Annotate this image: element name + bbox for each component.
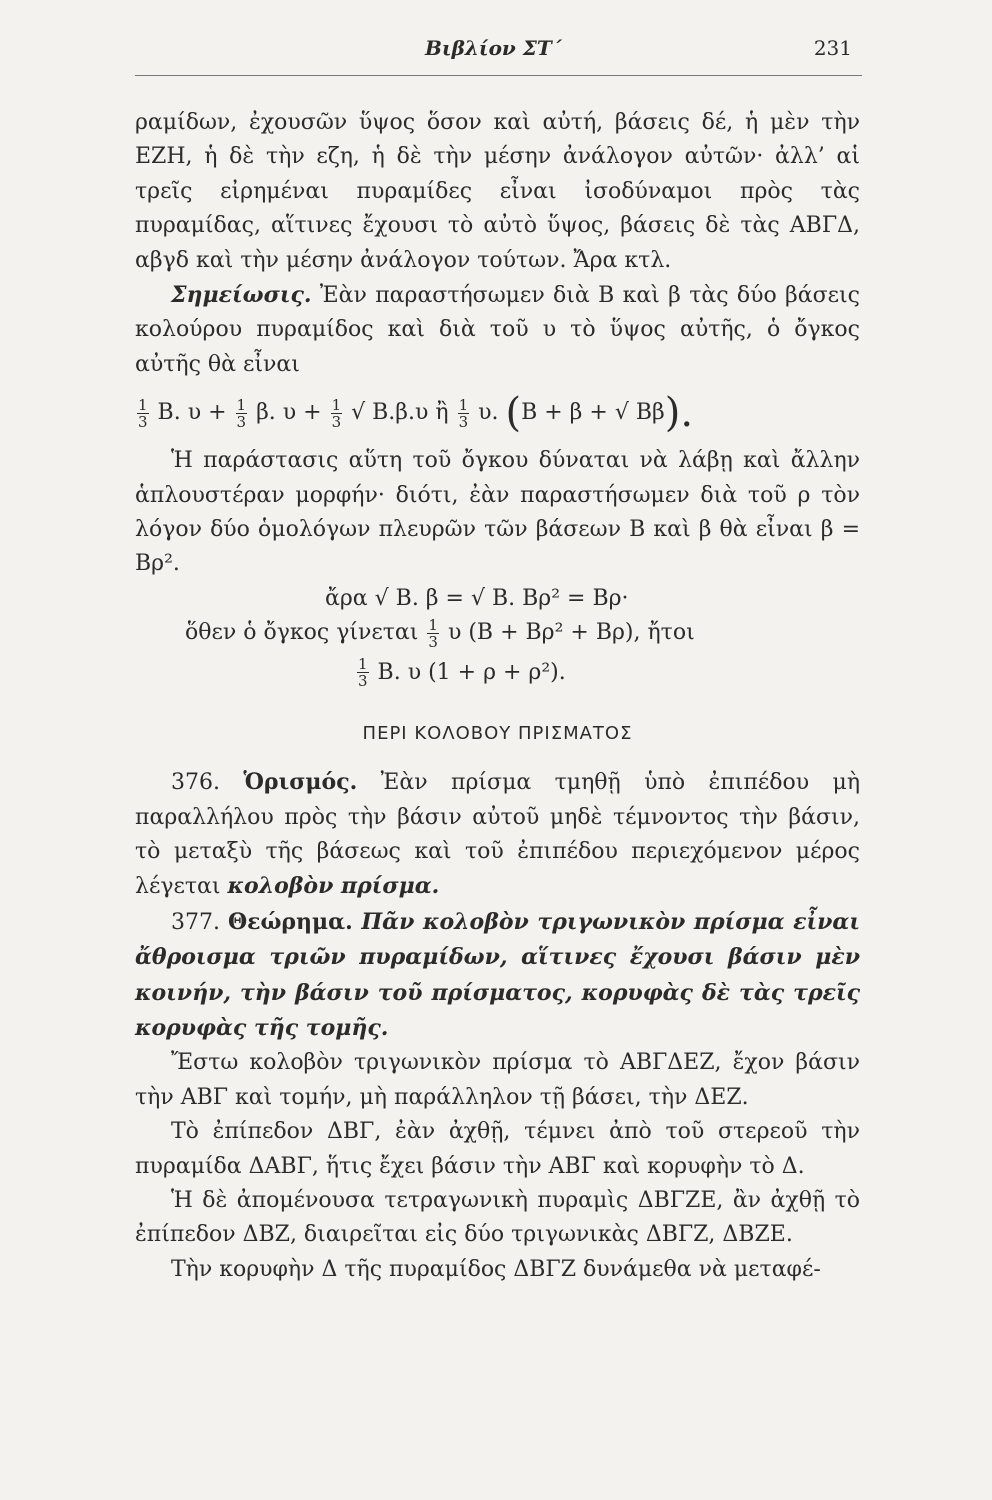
formula-volume-final: $\frac{1}{3}$ Β. υ (1 + ρ + ρ²). <box>358 655 566 691</box>
formula-term: υ. <box>478 400 499 426</box>
fraction-one-third: $\frac{1}{3}$ <box>236 395 247 431</box>
fraction-one-third: $\frac{1}{3}$ <box>138 395 148 431</box>
formula-term: Β. υ + <box>157 400 227 426</box>
paren-close: ). <box>664 390 694 437</box>
formula-sqrt: ἄρα √ Β. β = √ Β. Βρ² = Βρ· <box>325 585 629 611</box>
note-text: Ἐὰν παραστήσωμεν διὰ Β καὶ β τὰς δύο βάσεις κολούρου πυραμίδος καὶ διὰ τοῦ υ τὸ ὕψος αὐτῆς, ὁ ὄγκος αὐτῆς θὰ εἶναι <box>135 283 860 377</box>
fraction-one-third: $\frac{1}{3}$ <box>458 395 469 431</box>
section-title: ΠΕΡΙ ΚΟΛΟΒΟΥ ΠΡΙΣΜΑΤΟΣ <box>362 722 633 744</box>
formula-term: β. υ + <box>256 400 322 426</box>
paragraph-simplification: Ἡ παράστασις αὕτη τοῦ ὄγκου δύναται νὰ λάβῃ καὶ ἄλλην ἁπλουστέραν μορφήν· διότι, ἐὰν παραστήσωμεν διὰ τοῦ ρ τὸν λόγον δύο ὁμολόγων πλευρῶν τῶν βάσεων Β καὶ β θὰ εἶναι β = Βρ². <box>135 448 860 577</box>
page-number: 231 <box>813 36 852 60</box>
paragraph-proof-1: Ἔστω κολοβὸν τριγωνικὸν πρίσμα τὸ ΑΒΓΔΕΖ, ἔχον βάσιν τὴν ΑΒΓ καὶ τομήν, μὴ παράλληλον τῇ βάσει, τὴν ΔΕΖ. <box>135 1050 860 1110</box>
formula-volume-rho: ὅθεν ὁ ὄγκος γίνεται $\frac{1}{3}$ υ (Β + Βρ² + Βρ), ἤτοι <box>185 615 695 651</box>
theorem-label: Θεώρημα. <box>227 908 353 935</box>
paragraph-continuation: ραμίδων, ἐχουσῶν ὕψος ὅσον καὶ αὐτή, βάσεις δέ, ἡ μὲν τὴν ΕΖΗ, ἡ δὲ τὴν εζη, ἡ δὲ τὴν μέσην ἀνάλογον αὐτῶν· ἀλλ’ αἱ τρεῖς εἰρημέναι πυραμίδες εἶναι ἰσοδύναμοι πρὸς τὰς πυραμίδας, αἵτινες ἔχουσι τὸ αὐτὸ ὕψος, βάσεις δὲ τὰς ΑΒΓΔ, αβγδ καὶ τὴν μέσην ἀνάλογον τούτων. Ἄρα κτλ. <box>135 110 860 273</box>
formula-term: √ Β.β.υ ἢ <box>351 400 449 426</box>
defined-term: κολοβὸν πρίσμα. <box>227 873 440 900</box>
note-paragraph <box>135 278 860 382</box>
fraction-one-third: $\frac{1}{3}$ <box>428 615 438 651</box>
theorem-377 <box>135 905 860 1047</box>
item-number: 377. <box>171 909 220 935</box>
running-header <box>135 30 862 76</box>
volume-formula <box>135 382 860 444</box>
paren-open: ( <box>505 390 522 437</box>
paragraph-proof-2: Τὸ ἐπίπεδον ΔΒΓ, ἐὰν ἀχθῇ, τέμνει ἀπὸ τοῦ στερεοῦ τὴν πυραμίδα ΔΑΒΓ, ἥτις ἔχει βάσιν τὴν ΑΒΓ καὶ κορυφὴν τὸ Δ. <box>135 1119 860 1179</box>
theorem-statement: Πᾶν κολοβὸν τριγωνικὸν πρίσμα εἶναι ἄθροισμα τριῶν πυραμίδων, αἵτινες ἔχουσι βάσιν μὲν κοινήν, τὴν βάσιν τοῦ πρίσματος, κορυφὰς δὲ τὰς τρεῖς κορυφὰς τῆς τομῆς. <box>135 908 860 1041</box>
note-label: Σημείωσις. <box>171 282 312 309</box>
item-number: 376. <box>171 770 220 796</box>
definition-label: Ὁρισμός. <box>243 769 358 796</box>
header-title: Βιβλίον ΣΤ΄ <box>425 36 562 60</box>
fraction-one-third: $\frac{1}{3}$ <box>358 655 368 691</box>
paragraph-proof-4: Τὴν κορυφὴν Δ τῆς πυραμίδος ΔΒΓΖ δυνάμεθα νὰ μεταφέ- <box>171 1256 821 1282</box>
paragraph-proof-3: Ἡ δὲ ἀπομένουσα τετραγωνικὴ πυραμὶς ΔΒΓΖΕ, ἂν ἀχθῇ τὸ ἐπίπεδον ΔΒΖ, διαιρεῖται εἰς δύο τριγωνικὰς ΔΒΓΖ, ΔΒΖΕ. <box>135 1187 860 1248</box>
definition-376: 376. Ὁρισμός. Ἐὰν πρίσμα τμηθῇ ὑπὸ ἐπιπέδου μὴ παραλλήλου πρὸς τὴν βάσιν αὐτοῦ μηδὲ τέμνοντος τὴν βάσιν, τὸ μεταξὺ τῆς βάσεως καὶ τοῦ ἐπιπέδου περιεχόμενον μέρος λέγεται κολοβὸν πρίσμα. <box>135 769 860 900</box>
fraction-one-third: $\frac{1}{3}$ <box>331 395 342 431</box>
page-body <box>135 106 860 1287</box>
formula-inner: Β + β + √ Ββ <box>521 400 665 426</box>
